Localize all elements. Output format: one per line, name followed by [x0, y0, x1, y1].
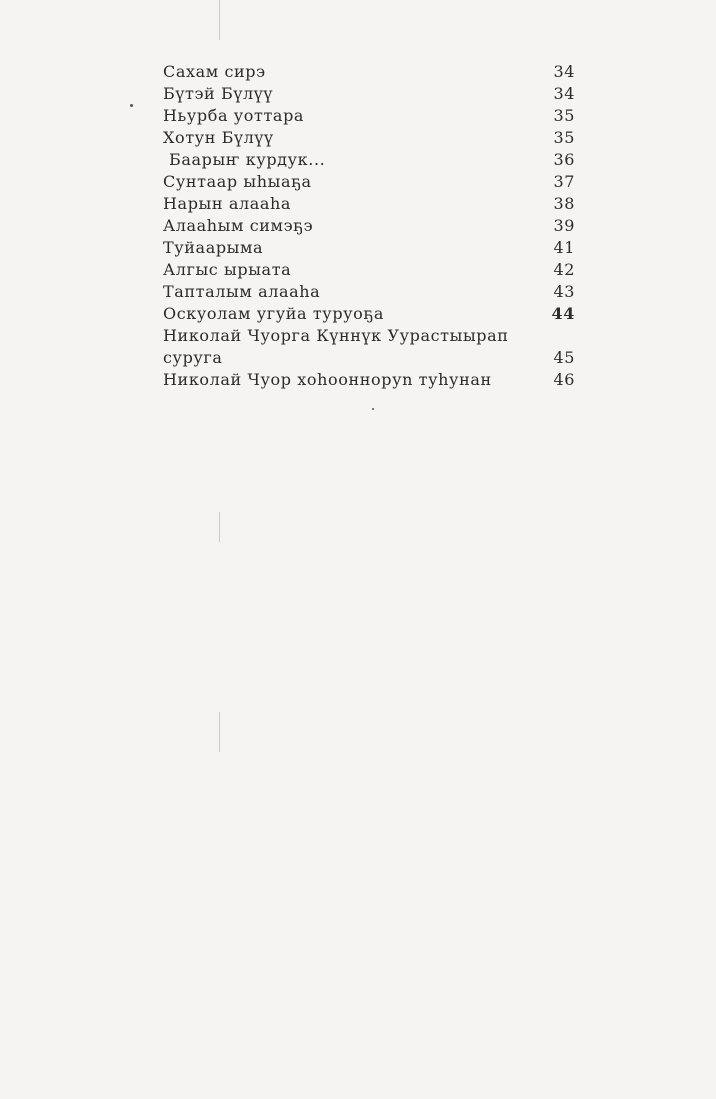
toc-entry-title: Хотун Бүлүү: [163, 128, 274, 147]
toc-entry[interactable]: [163, 193, 583, 215]
toc-entry-page: 42: [553, 260, 575, 279]
toc-entry-page: 45: [553, 348, 575, 367]
speck-center: [372, 408, 374, 410]
toc-entry[interactable]: [163, 171, 583, 193]
toc-entry-page: 44: [551, 304, 575, 323]
toc-entry[interactable]: [163, 347, 583, 369]
toc-entry-title: Алааһым симэҕэ: [163, 216, 314, 235]
toc-entry[interactable]: [163, 83, 583, 105]
toc-entry[interactable]: [163, 303, 583, 325]
toc-entry-title: Нарын алааһа: [163, 194, 292, 213]
toc-entry-page: 41: [553, 238, 575, 257]
toc-entry-title: Николай Чуорга Күннүк Уурастыырап: [163, 326, 509, 345]
toc-entry-title: Ньурба уоттара: [163, 106, 305, 125]
toc-entry[interactable]: [163, 369, 583, 391]
toc-entry-title: Бүтэй Бүлүү: [163, 84, 273, 103]
toc-entry[interactable]: [163, 325, 583, 347]
toc-entry-page: 35: [553, 128, 575, 147]
toc-entry-page: 46: [553, 370, 575, 389]
toc-entry-title: Оскуолам угуйа туруоҕа: [163, 304, 384, 323]
toc-entry-page: 34: [553, 62, 575, 81]
toc-entry-page: 38: [553, 194, 575, 213]
scan-line-mid: [219, 512, 220, 542]
toc-entry-title: Баарыҥ курдук...: [169, 150, 326, 169]
toc-entry-page: 36: [553, 150, 575, 169]
toc-entry[interactable]: [163, 259, 583, 281]
toc-entry-title: Алгыс ырыата: [163, 260, 292, 279]
table-of-contents: [163, 61, 583, 391]
toc-entry-title: Сунтаар ыһыаҕа: [163, 172, 312, 191]
toc-entry-title: Туйаарыма: [163, 238, 264, 257]
toc-entry-page: 35: [553, 106, 575, 125]
toc-entry[interactable]: [163, 149, 583, 171]
toc-entry-page: 34: [553, 84, 575, 103]
toc-entry[interactable]: [163, 105, 583, 127]
toc-entry[interactable]: [163, 61, 583, 83]
toc-entry-page: 43: [553, 282, 575, 301]
scan-line-low: [219, 712, 220, 752]
toc-entry[interactable]: [163, 281, 583, 303]
toc-entry[interactable]: [163, 127, 583, 149]
toc-entry-title: суруга: [163, 348, 223, 367]
toc-entry-page: 37: [553, 172, 575, 191]
toc-entry[interactable]: [163, 237, 583, 259]
toc-entry-title: Сахам сирэ: [163, 62, 266, 81]
toc-entry-page: 39: [553, 216, 575, 235]
toc-entry[interactable]: [163, 215, 583, 237]
toc-entry-title: Тапталым алааһа: [163, 282, 321, 301]
scan-line-top: [219, 0, 220, 40]
speck-left: [130, 104, 133, 107]
toc-entry-title: Николай Чуор хоһоонноруn туһунан: [163, 370, 492, 389]
